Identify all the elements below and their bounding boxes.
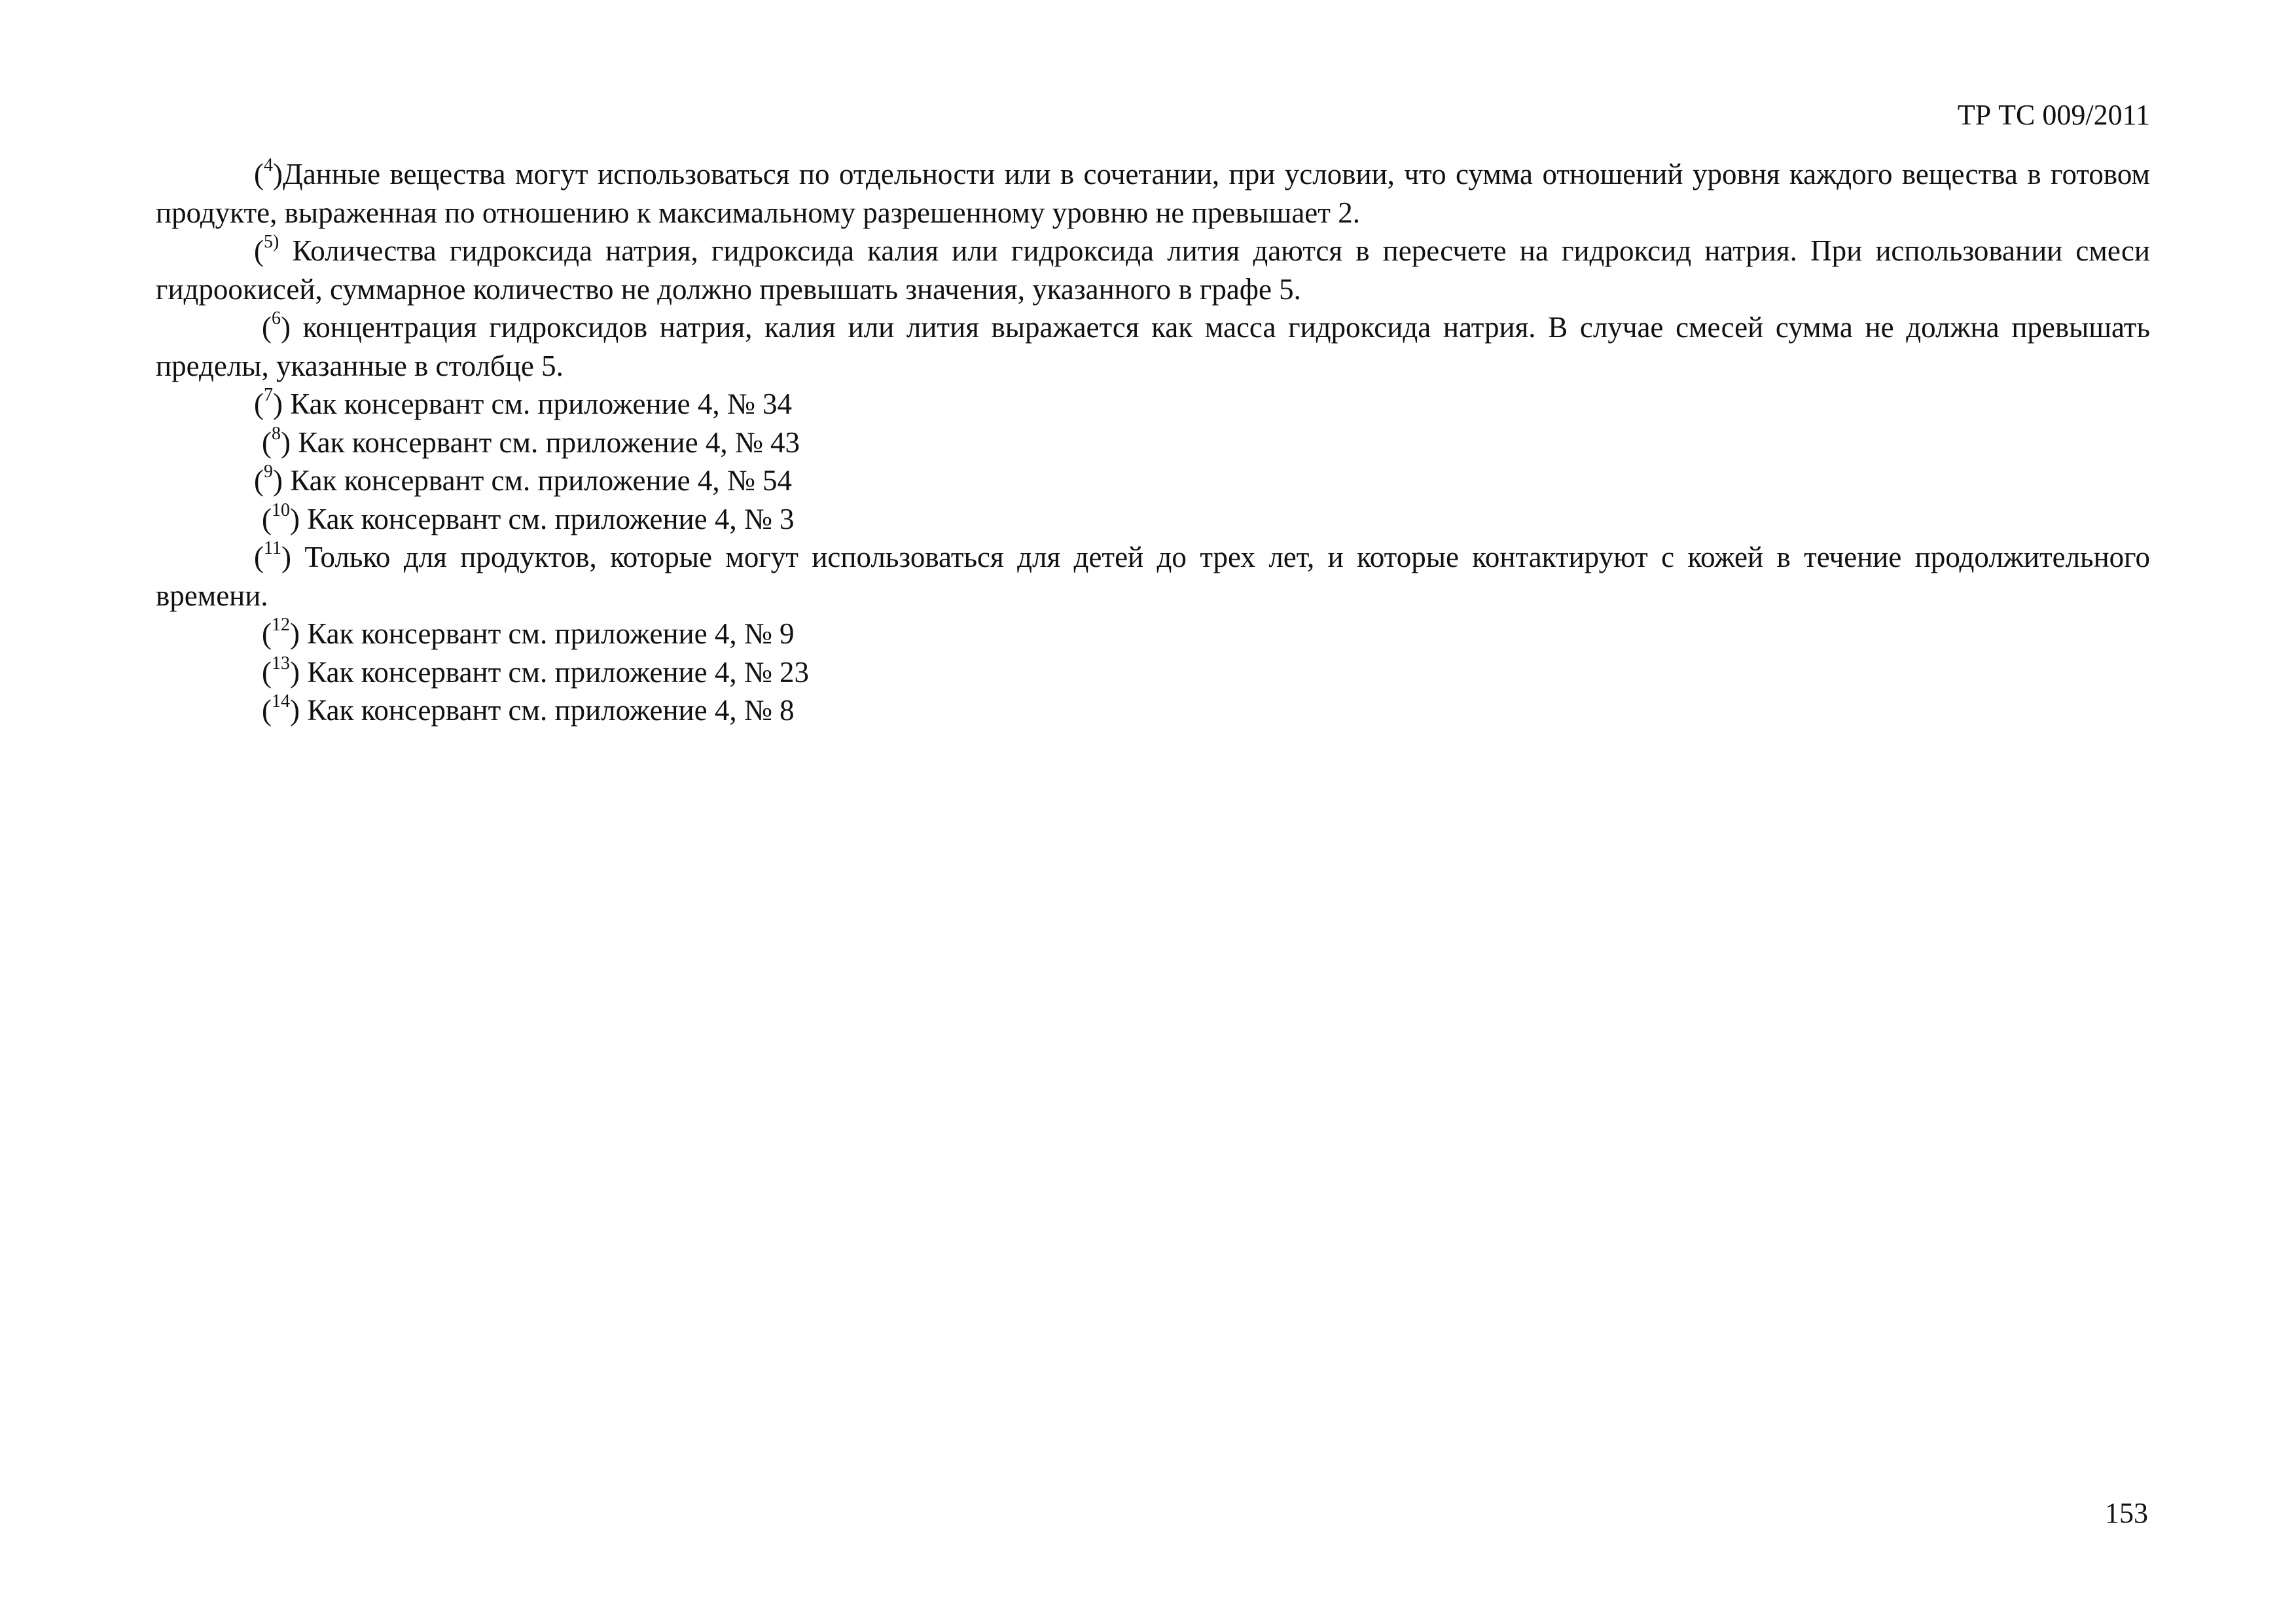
footnote-close-paren: ) [281,425,291,459]
footnote-text: Как консервант см. приложение 4, № 9 [300,617,795,650]
footnote-open-paren: ( [254,388,264,420]
footnote-marker: 14 [272,691,290,712]
footnote-5 [156,232,2150,308]
footnote-8 [156,424,2150,462]
footnote-open-paren: ( [254,158,264,190]
footnote-12 [156,615,2150,653]
page-number: 153 [2105,1497,2148,1529]
footnote-text: Данные вещества могут использоваться по отдельности или в сочетании, при условии, что сумма отношений уровня каждого вещества в готовом продукте, выраженная по отношению к максимальному разрешенному уровню не превышает 2. [156,158,2150,229]
footnote-open-paren: ( [262,502,272,535]
footnote-close-paren: ) [281,311,291,344]
footnote-text: Как консервант см. приложение 4, № 23 [300,655,810,689]
footnote-text: Как консервант см. приложение 4, № 34 [283,388,793,420]
footnote-9 [156,461,2150,500]
footnote-close-paren: ) [273,158,283,190]
footnote-close-paren: ) [281,541,291,573]
footnote-7 [156,385,2150,424]
footnote-close-paren: ) [273,388,283,420]
footnote-text: Как консервант см. приложение 4, № 54 [283,464,793,497]
footnote-marker: 10 [272,499,290,520]
footnote-open-paren: ( [262,617,272,650]
footnote-marker: 13 [272,653,290,674]
footnote-text: концентрация гидроксидов натрия, калия или лития выражается как масса гидроксида натрия. В случае смесей сумма не должна превышать пределы, указанные в столбце 5. [156,311,2150,382]
footnote-marker: 11 [264,538,281,558]
footnote-open-paren: ( [262,425,272,459]
footnote-open-paren: ( [254,541,264,573]
footnote-open-paren: ( [262,694,272,727]
document-code: ТР ТС 009/2011 [1957,99,2150,131]
footnote-4 [156,155,2150,232]
footnote-close-paren: ) [290,617,300,650]
footnote-open-paren: ( [262,311,272,344]
footnote-close-paren: ) [290,655,300,689]
footnote-marker: 4 [264,155,273,175]
footnote-text: Количества гидроксида натрия, гидроксида калия или гидроксида лития даются в пересчете на гидроксид натрия. При использовании смеси гидроокисей, суммарное количество не должно превышать значения, указанного в графе 5. [156,234,2150,306]
footnote-open-paren: ( [254,464,264,497]
footnote-6 [156,308,2150,385]
footnote-close-paren: ) [273,464,283,497]
footnote-text: Только для продуктов, которые могут использоваться для детей до трех лет, и которые контактируют с кожей в течение продолжительного времени. [156,541,2150,612]
footnote-marker: 12 [272,615,290,635]
footnote-text: Как консервант см. приложение 4, № 8 [300,694,795,727]
footnote-text: Как консервант см. приложение 4, № 43 [291,425,800,459]
footnote-marker: 5) [264,232,279,252]
footnote-10 [156,500,2150,539]
footnote-marker: 8 [272,423,281,444]
footnote-text: Как консервант см. приложение 4, № 3 [300,502,795,535]
footnotes-list [156,155,2150,730]
footnote-close-paren: ) [290,502,300,535]
footnote-14 [156,691,2150,730]
footnote-11 [156,538,2150,615]
footnote-marker: 7 [264,385,273,405]
footnote-marker: 6 [272,308,281,329]
footnote-marker: 9 [264,461,273,482]
footnote-close-paren: ) [290,694,300,727]
footnote-open-paren: ( [254,234,264,267]
footnote-13 [156,653,2150,692]
footnote-open-paren: ( [262,655,272,689]
